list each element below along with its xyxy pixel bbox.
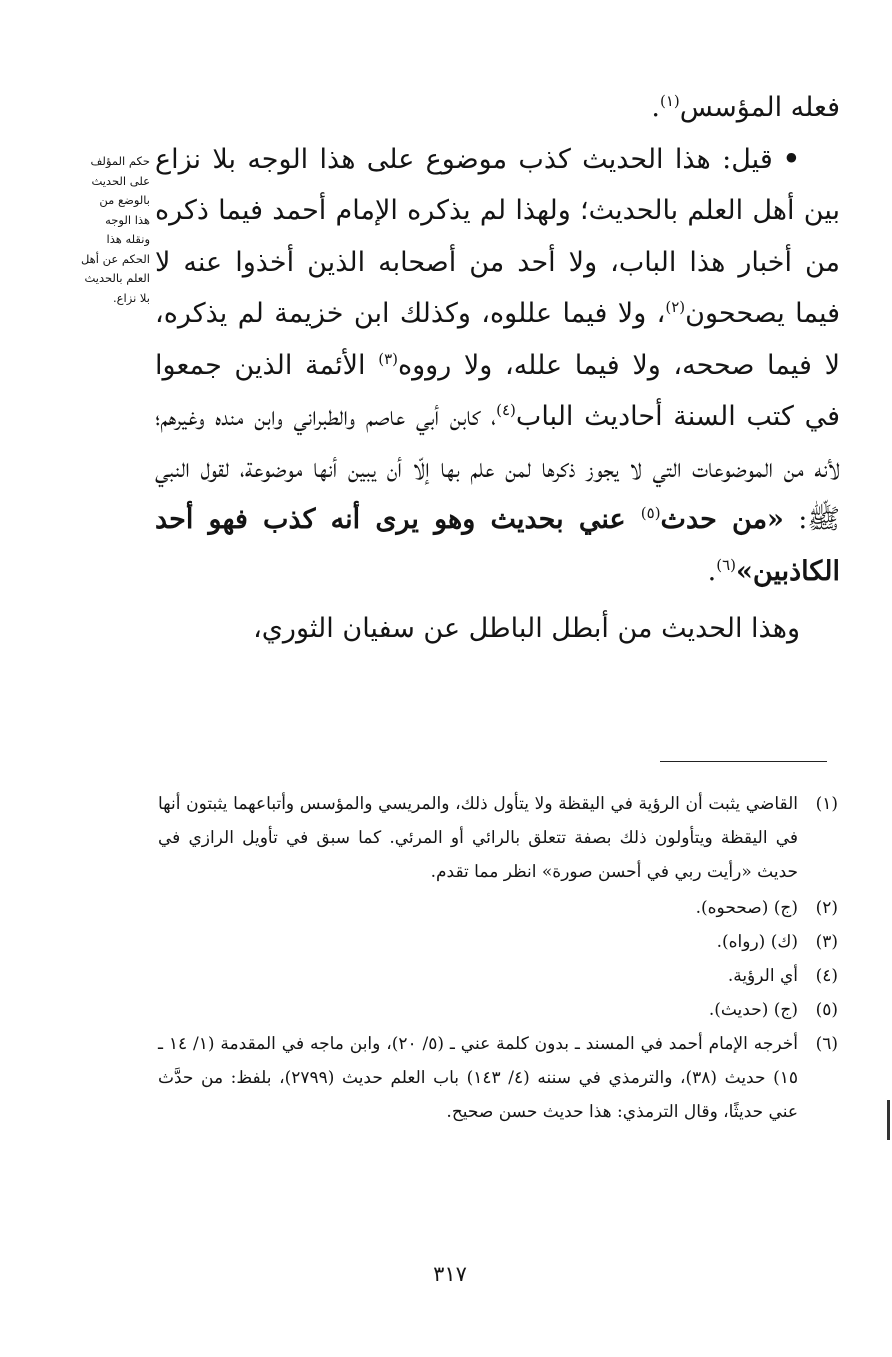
footnote-text: (ج) (حديث). — [708, 1000, 798, 1020]
hadith-quote-end: عني بحديث وهو يرى أنه كذب فهو أحد الكاذبين» — [155, 504, 840, 587]
footnote-ref-2: (٢) — [665, 298, 686, 316]
main-text — [155, 82, 840, 655]
footnote-3 — [158, 925, 838, 959]
footnote-5 — [158, 993, 838, 1027]
paragraph-text-2: ، ولا فيما عللوه، وكذلك ابن خزيمة لم يذكره، لا فيما صححه، ولا فيما علله، ولا رووه — [155, 298, 840, 381]
paragraph-text-4: ، كابن أبي عاصم والطبراني وابن منده وغيرهم؛ لأنه من الموضوعات التي لا يجوز ذكرها لمن علم بها إلّا أن يبين أنها موضوعة، لقول النبي ﷺ: — [155, 401, 840, 535]
footnote-number: (٢) — [815, 898, 838, 918]
paragraph-hadith-ruling — [155, 134, 840, 598]
opening-line-end: . — [651, 92, 660, 123]
footnote-number: (١) — [815, 794, 838, 814]
footnote-text: القاضي يثبت أن الرؤية في اليقظة ولا يتأول ذلك، والمريسي والمؤسس وأتباعهما يثبتون أنها في اليقظة ويتأولون ذلك بصفة تتعلق بالرائي أو المرئي. كما سبق في تأويل الرازي في حديث «رأيت ربي في أحسن صورة» انظر مما تقدم. — [158, 794, 798, 882]
footnote-ref-3: (٣) — [378, 349, 398, 368]
paragraph-end: . — [707, 555, 717, 587]
paragraph-sufyan: وهذا الحديث من أبطل الباطل عن سفيان الثوري، — [253, 613, 800, 644]
margin-note-line: العلم بالحديث — [84, 271, 150, 285]
margin-note-line: بالوضع من — [99, 193, 150, 207]
footnote-ref-1: (١) — [659, 92, 680, 110]
footnote-number: (٤) — [815, 966, 838, 986]
footnote-separator — [660, 761, 827, 762]
margin-note-line: بلا نزاع. — [113, 290, 150, 305]
bullet-marker: • — [782, 143, 800, 175]
footnote-text: (ج) (صححوه). — [695, 898, 798, 918]
footnote-text: أي الرؤية. — [727, 966, 798, 986]
opening-line-text: فعله المؤسس — [679, 92, 840, 123]
footnote-ref-4: (٤) — [496, 401, 516, 419]
footnote-number: (٣) — [815, 932, 838, 952]
footnote-number: (٦) — [815, 1034, 838, 1054]
footnote-4 — [158, 959, 838, 993]
page-edge-mark — [887, 1100, 890, 1140]
footnote-1 — [158, 787, 838, 889]
margin-note-line: على الحديث — [91, 173, 150, 188]
page-number: ٣١٧ — [433, 1262, 467, 1286]
footnote-ref-6: (٦) — [716, 555, 737, 574]
margin-note-line: حكم المؤلف — [90, 154, 150, 168]
margin-note — [58, 152, 150, 308]
opening-line — [155, 82, 840, 134]
margin-note-line: الحكم عن أهل — [80, 251, 150, 266]
footnote-number: (٥) — [815, 1000, 838, 1020]
footnote-6 — [158, 1027, 838, 1129]
paragraph-text-3: الأئمة الذين جمعوا في كتب السنة أحاديث الباب — [155, 349, 840, 432]
margin-note-line: ونقله هذا — [106, 232, 150, 246]
paragraph-text-1: قيل: هذا الحديث كذب موضوع على هذا الوجه بلا نزاع بين أهل العلم بالحديث؛ ولهذا لم يذكره الإمام أحمد فيما ذكره من أخبار هذا الباب، ولا أحد من أصحابه الذين أخذوا عنه لا فيما يصححون — [155, 143, 840, 329]
footnotes — [158, 787, 838, 1129]
hadith-quote-start: «من حدث — [660, 504, 784, 535]
footnote-text: أخرجه الإمام أحمد في المسند ـ بدون كلمة عني ـ (٥/ ٢٠)، وابن ماجه في المقدمة (١/ ١٤ ـ ١٥) حديث (٣٨)، والترمذي في سننه (٤/ ١٤٣) باب العلم حديث (٢٧٩٩)، بلفظ: من حدَّث عني حديثًا، وقال الترمذي: هذا حديث حسن صحيح. — [158, 1034, 799, 1122]
footnote-text: (ك) (رواه). — [716, 932, 798, 952]
footnote-ref-5: (٥) — [640, 504, 661, 522]
margin-note-line: هذا الوجه — [105, 212, 150, 227]
footnote-2 — [158, 891, 838, 925]
